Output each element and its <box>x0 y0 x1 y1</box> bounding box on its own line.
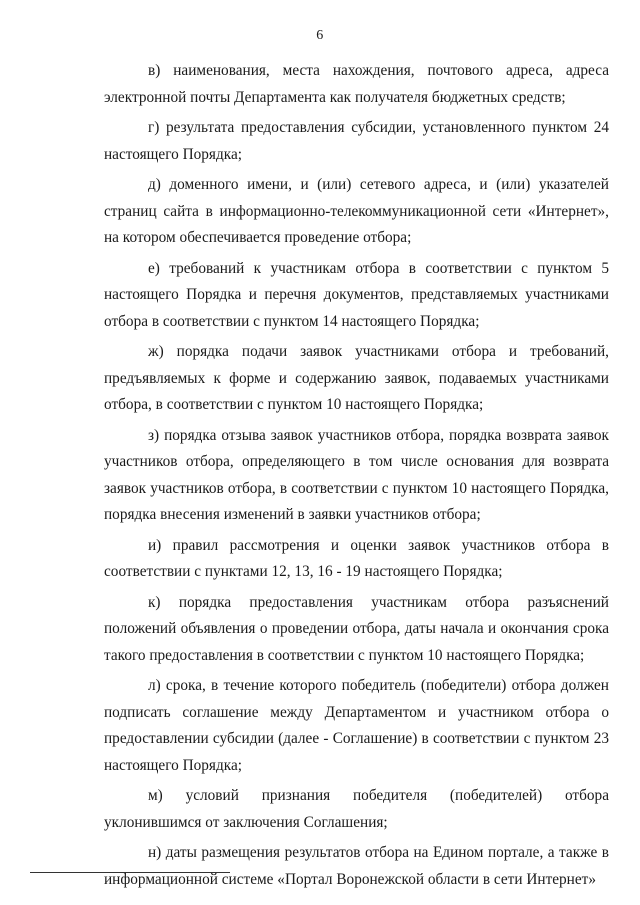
document-body <box>104 58 609 897</box>
paragraph-m: м) условий признания победителя (победителей) отбора уклонившимся от заключения Соглашения; <box>104 787 609 831</box>
paragraph-l: л) срока, в течение которого победитель (победители) отбора должен подписать соглашение между Департаментом и участником отбора о предоставлении субсидии (далее - Соглашение) в соответствии с пунктом 23 настоящего Порядка; <box>104 677 609 774</box>
paragraph-e: е) требований к участникам отбора в соответствии с пунктом 5 настоящего Порядка и перечня документов, представляемых участниками отбора в соответствии с пунктом 14 настоящего Порядка; <box>104 259 609 330</box>
paragraph-z: з) порядка отзыва заявок участников отбора, порядка возврата заявок участников отбора, определяющего в том числе основания для возврата заявок участников отбора, в соответствии с пунктом 10 настоящего Порядка, порядка внесения изменений в заявки участников отбора; <box>104 426 609 523</box>
paragraph-i: и) правил рассмотрения и оценки заявок участников отбора в соответствии с пунктами 12, 13, 16 - 19 настоящего Порядка; <box>104 536 609 580</box>
footnote-separator <box>30 872 230 873</box>
page-number: 6 <box>316 28 324 43</box>
paragraph-v: в) наименования, места нахождения, почтового адреса, адреса электронной почты Департамента как получателя бюджетных средств; <box>104 62 609 106</box>
paragraph-n: н) даты размещения результатов отбора на Едином портале, а также в информационной системе «Портал Воронежской области в сети Интернет» <box>104 844 609 888</box>
paragraph-k: к) порядка предоставления участникам отбора разъяснений положений объявления о проведении отбора, даты начала и окончания срока такого предоставления в соответствии с пунктом 10 настоящего Порядка; <box>104 593 609 664</box>
paragraph-d: д) доменного имени, и (или) сетевого адреса, и (или) указателей страниц сайта в информационно-телекоммуникационной сети «Интернет», на котором обеспечивается проведение отбора; <box>104 176 609 246</box>
paragraph-zh: ж) порядка подачи заявок участниками отбора и требований, предъявляемых к форме и содержанию заявок, подаваемых участниками отбора, в соответствии с пунктом 10 настоящего Порядка; <box>104 343 609 413</box>
paragraph-g: г) результата предоставления субсидии, установленного пунктом 24 настоящего Порядка; <box>104 119 609 163</box>
